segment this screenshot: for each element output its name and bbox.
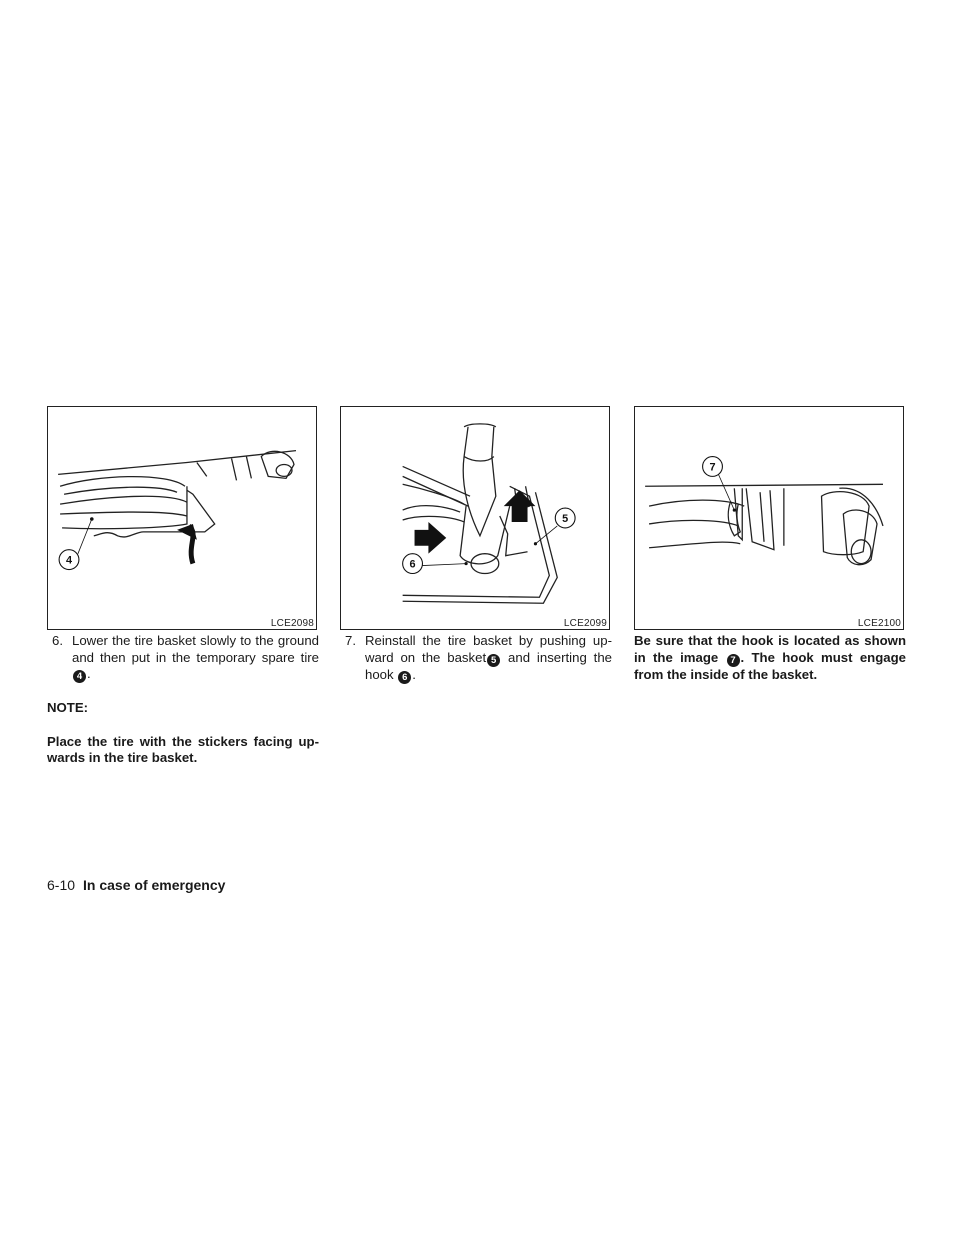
illustration-lower-basket	[48, 407, 316, 629]
column-step-6	[47, 633, 319, 767]
step-number: 7.	[345, 633, 356, 648]
caution-text-b: . The hook must engage from the inside of the basket.	[634, 649, 906, 682]
caution-text	[634, 633, 906, 683]
ref-badge-7: 7	[727, 654, 740, 667]
page-footer	[47, 877, 225, 893]
figure-hook-position	[634, 406, 904, 630]
column-step-7	[340, 633, 612, 684]
figure-code: LCE2099	[563, 618, 607, 629]
figure-code: LCE2100	[857, 618, 901, 629]
step-7	[340, 633, 612, 684]
section-title: In case of emergency	[83, 877, 226, 893]
figure-code: LCE2098	[270, 618, 314, 629]
illustration-reinstall-basket	[341, 407, 609, 629]
note-text: Place the tire with the stickers facing up-wards in the tire basket.	[47, 733, 319, 765]
step-number: 6.	[52, 633, 63, 648]
illustration-hook	[635, 407, 903, 629]
callout-5: 5	[562, 512, 569, 525]
callout-7: 7	[709, 461, 716, 474]
ref-badge-5: 5	[487, 654, 500, 667]
step-text-b: and inserting the hook	[365, 649, 612, 682]
callout-6: 6	[409, 558, 416, 571]
step-6	[47, 633, 319, 683]
step-end: .	[412, 666, 416, 682]
ref-badge-4: 4	[73, 670, 86, 683]
step-text-a: Reinstall the tire basket by pushing up-ward on the basket	[365, 633, 612, 665]
page-number: 6-10	[47, 877, 76, 893]
caution-text-a: Be sure that the hook is located as shown in the image	[634, 633, 906, 665]
figure-reinstall-basket	[340, 406, 610, 630]
callout-4: 4	[65, 554, 73, 567]
figure-lower-tire-basket	[47, 406, 317, 630]
column-caution	[634, 633, 906, 683]
step-end: .	[87, 666, 91, 681]
step-text: Lower the tire basket slowly to the ground and then put in the temporary spare tire	[72, 633, 319, 665]
ref-badge-6: 6	[398, 671, 411, 684]
note-heading: NOTE:	[47, 700, 89, 715]
